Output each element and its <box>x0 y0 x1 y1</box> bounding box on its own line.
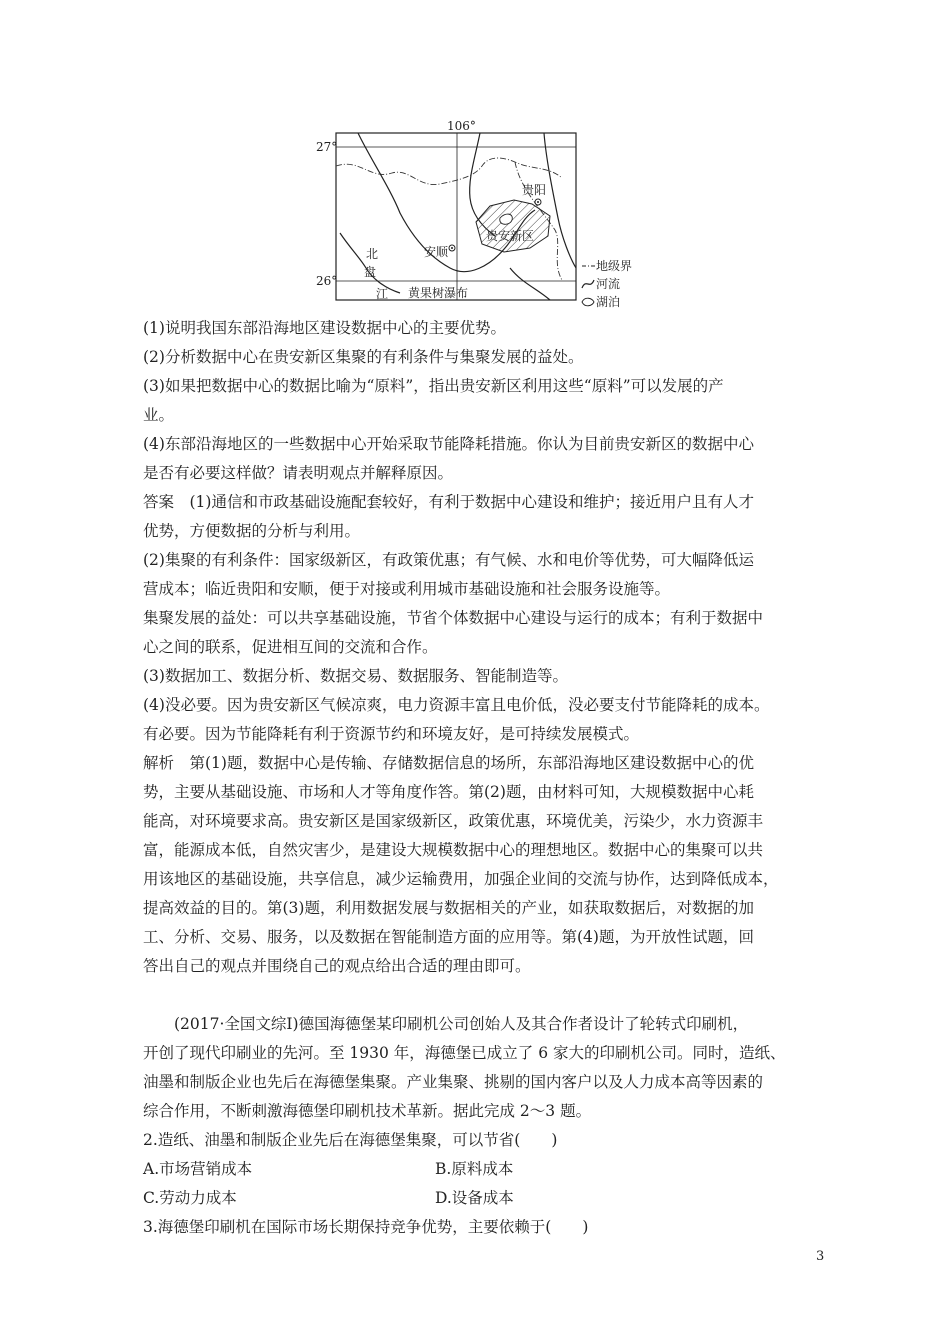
option-b: B.原料成本 <box>435 1160 514 1178</box>
answer-1: 答案 (1)通信和市政基础设施配套较好，有利于数据中心建设和维护；接近用户且有人才 <box>143 493 754 511</box>
option-a: A.市场营销成本 <box>143 1160 253 1178</box>
passage-line: 综合作用，不断刺激海德堡印刷机技术革新。据此完成 2～3 题。 <box>143 1102 592 1120</box>
question-2: (2)分析数据中心在贵安新区集聚的有利条件与集聚发展的益处。 <box>143 348 584 366</box>
answer-2-benefit-cont: 心之间的联系，促进相互间的交流和合作。 <box>143 638 438 656</box>
answer-2-benefit: 集聚发展的益处：可以共享基础设施，节省个体数据中心建设与运行的成本；有利于数据中 <box>143 609 764 627</box>
passage: (2017·全国文综Ⅰ)德国海德堡某印刷机公司创始人及其合作者设计了轮转式印刷机， <box>143 1015 749 1033</box>
bei-label: 北 <box>366 247 379 261</box>
page-number: 3 <box>816 1249 825 1264</box>
analysis-line: 答出自己的观点并围绕自己的观点给出合适的理由即可。 <box>143 957 531 975</box>
analysis-line: 能高，对环境要求高。贵安新区是国家级新区，政策优惠，环境优美，污染少，水力资源丰 <box>143 812 764 830</box>
legend-border-label: 地级界 <box>596 259 633 273</box>
option-d: D.设备成本 <box>435 1189 514 1207</box>
question-1: (1)说明我国东部沿海地区建设数据中心的主要优势。 <box>143 319 506 337</box>
analysis: 解析 第(1)题，数据中心是传输、存储数据信息的场所，东部沿海地区建设数据中心的优 <box>143 754 754 772</box>
river <box>544 133 576 268</box>
waterfall-label: 黄果树瀑布 <box>408 286 469 300</box>
river <box>340 233 400 293</box>
mc-question-3: 3.海德堡印刷机在国际市场长期保持竞争优势，主要依赖于( ) <box>143 1218 589 1236</box>
option-c: C.劳动力成本 <box>143 1189 237 1207</box>
legend-river-symbol <box>582 280 594 288</box>
lat-top-label: 27° <box>316 140 338 154</box>
admin-border <box>336 158 562 185</box>
legend-river-label: 河流 <box>596 277 621 291</box>
passage-line: 开创了现代印刷业的先河。至 1930 年，海德堡已成立了 6 家大的印刷机公司。同时，造纸、 <box>143 1044 786 1062</box>
guiyang-label: 贵阳 <box>522 183 547 197</box>
guian-label: 贵安新区 <box>486 229 535 243</box>
analysis-line: 势，主要从基础设施、市场和人才等角度作答。第(2)题，由材料可知，大规模数据中心耗 <box>143 783 754 801</box>
answer-4-cont: 有必要。因为节能降耗有利于资源节约和环境友好，是可持续发展模式。 <box>143 725 640 743</box>
question-3-cont: 业。 <box>143 406 175 424</box>
question-4: (4)东部沿海地区的一些数据中心开始采取节能降耗措施。你认为目前贵安新区的数据中心 <box>143 435 754 453</box>
mc-question-2: 2.造纸、油墨和制版企业先后在海德堡集聚，可以节省( ) <box>143 1131 558 1149</box>
anshun-label: 安顺 <box>424 245 449 259</box>
map-svg <box>300 118 640 308</box>
answer-3: (3)数据加工、数据分析、数据交易、数据服务、智能制造等。 <box>143 667 568 685</box>
legend-lake-symbol <box>582 298 594 306</box>
analysis-line: 用该地区的基础设施，共享信息，减少运输费用，加强企业间的交流与协作，达到降低成本， <box>143 870 779 888</box>
answer-2-cont: 营成本；临近贵阳和安顺，便于对接或利用城市基础设施和社会服务设施等。 <box>143 580 671 598</box>
river <box>510 268 550 300</box>
analysis-line: 工、分析、交易、服务，以及数据在智能制造方面的应用等。第(4)题，为开放性试题，回 <box>143 928 754 946</box>
question-4-cont: 是否有必要这样做？请表明观点并解释原因。 <box>143 464 454 482</box>
lon-label: 106° <box>447 119 476 133</box>
legend-lake-label: 湖泊 <box>596 295 621 308</box>
question-3: (3)如果把数据中心的数据比喻为“原料”，指出贵安新区利用这些“原料”可以发展的产 <box>143 377 724 395</box>
passage-line: 油墨和制版企业也先后在海德堡集聚。产业集聚、挑剔的国内客户以及人力成本高等因素的 <box>143 1073 764 1091</box>
lat-bottom-label: 26° <box>316 274 338 288</box>
jiang-label: 江 <box>376 287 389 301</box>
guian-map-figure <box>300 118 640 308</box>
answer-1-cont: 优势，方便数据的分析与利用。 <box>143 522 361 540</box>
analysis-line: 提高效益的目的。第(3)题，利用数据发展与数据相关的产业，如获取数据后，对数据的加 <box>143 899 754 917</box>
answer-2: (2)集聚的有利条件：国家级新区，有政策优惠；有气候、水和电价等优势，可大幅降低运 <box>143 551 754 569</box>
answer-4: (4)没必要。因为贵安新区气候凉爽，电力资源丰富且电价低，没必要支付节能降耗的成本。 <box>143 696 770 714</box>
analysis-line: 富，能源成本低，自然灾害少，是建设大规模数据中心的理想地区。数据中心的集聚可以共 <box>143 841 764 859</box>
pan-label: 盘 <box>364 265 377 279</box>
